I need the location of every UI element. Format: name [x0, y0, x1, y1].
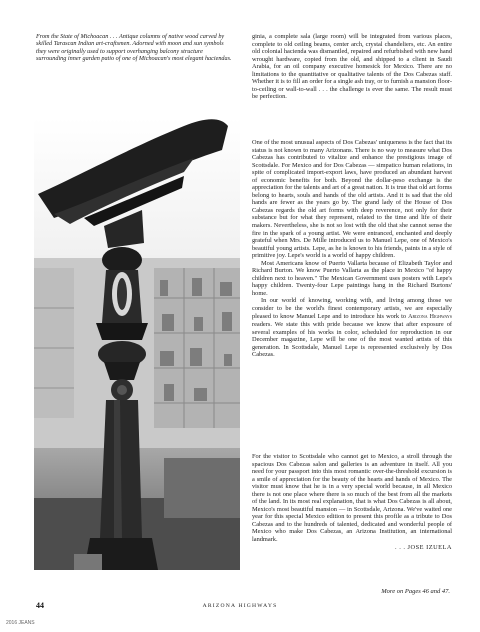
author-signature: . . . JOSE IZUELA [395, 543, 452, 551]
article-text: In our world of knowing, working with, and living among those we consider to be the world's finest contemporary artists, we are especially pleased to know Manuel Lepe and to introduce his work to [252, 297, 452, 320]
article-paragraph: Most Americans know of Puerto Vallarta because of Elizabeth Taylor and Richard Burton. We know Puerto Vallarta as the place in Mexico "of happy children next to heaven." The Mexican Government uses posters with Lepe's happy children. Twenty-four Lepe paintings hang in the Richard Burtons' home. [252, 259, 452, 297]
article-block-3 [252, 453, 452, 551]
article-paragraph: One of the most unusual aspects of Dos Cabezas' uniqueness is the fact that its status is not known to many Arizonans. There is no way to measure what Dos Cabezas has contributed to vitalize and enhance the prestigious image of Scottsdale. For Mexico and for Dos Cabezas — simpatico human relations, in spite of complicated import-export laws, have produced an abundant harvest of economic benefits for both. Beyond the dollar-peso exchange is the appreciation for the talents and art of a great nation. It is true that old art forms belong to hearts, souls and hands of the old artists. And it is sad that the old hands are fewer as the years go by. The grand lady of the House of Dos Cabezas regards the old art forms with deep reverence, not only for their substance but for what they represent, related to the time and life of their makers. Nevertheless, she is not so lost with the old that she cannot sense the fire in the spark of a young artist. We were entranced, enchanted and deeply grateful when Mrs. De Mille introduced us to Manuel Lepe, one of Mexico's beautiful young artists. Lepe, as he is known to his friends, paints in a style of primitive joy. Lepe's world is a world of happy children. [252, 139, 452, 260]
running-footer: ARIZONA HIGHWAYS [202, 603, 278, 609]
scan-credit: 2016 JEANS [6, 620, 35, 626]
carved-column-illustration [34, 118, 240, 570]
continued-note: More on Pages 46 and 47. [381, 588, 450, 595]
page-number: 44 [36, 601, 44, 610]
article-block-2 [252, 139, 452, 359]
article-paragraph [252, 297, 452, 358]
article-paragraph: ginia, a complete sala (large room) will be integrated from various places, complete to old ceiling beams, center arch, crystal chandeliers, etc. An entire old colonial hacienda was dismantled, repaired and refurbished with new hand wrought hardware, copied from the old, and shipped to a client in Saudi Arabia, for an oil company executive homesick for Mexico. There are no limitations to the quantitative or qualitative talents of the Dos Cabezas staff. Whether it is to fill an order for a single ash tray, or to furnish a mansion floor-to-ceiling or wall-to-wall . . . the challenge is ever the same. The result must be perfection. [252, 33, 452, 101]
article-text: readers. We state this with pride because we know that after exposure of several examples of his works in color, scheduled for reproduction in our December magazine, Lepe will be one of the most wanted artists of this generation. In Scottsdale, Manuel Lepe is represented exclusively by Dos Cabezas. [252, 321, 452, 359]
magazine-name: Arizona Highways [408, 313, 452, 320]
article-paragraph: For the visitor to Scottsdale who cannot get to Mexico, a stroll through the spacious Dos Cabezas salon and galleries is an adventure in itself. All you need for your passport into this most romantic over-the-threshold excursion is a smile of appreciation for the beauty of the hearts and hands of Mexico. The visitor must know that he is in a very special world because, in all Mexico there is not one place where there is so much of the best from all the markets of the land. In its most real explanation, that is what Dos Cabezas is all about, Mexico's most beautiful mansion — in Scottsdale, Arizona. We've waited one year for this special Mexico edition to present this profile as a tribute to Dos Cabezas and to the hundreds of talented, dedicated and wonderful people of Mexico who make Dos Cabezas, an Arizona Institution, an international landmark. [252, 453, 452, 544]
article-block-1 [252, 33, 452, 101]
photo-caption: From the State of Michoacan . . . Antique columns of native wood carved by skilled Tarascan Indian art-craftsmen. Adorned with moon and sun symbols they were originally used to support overhanging balcony structure surrounding inner garden patio of one of Michoacan's most elegant haciendas. [36, 33, 232, 63]
carved-column-photo [34, 118, 240, 570]
